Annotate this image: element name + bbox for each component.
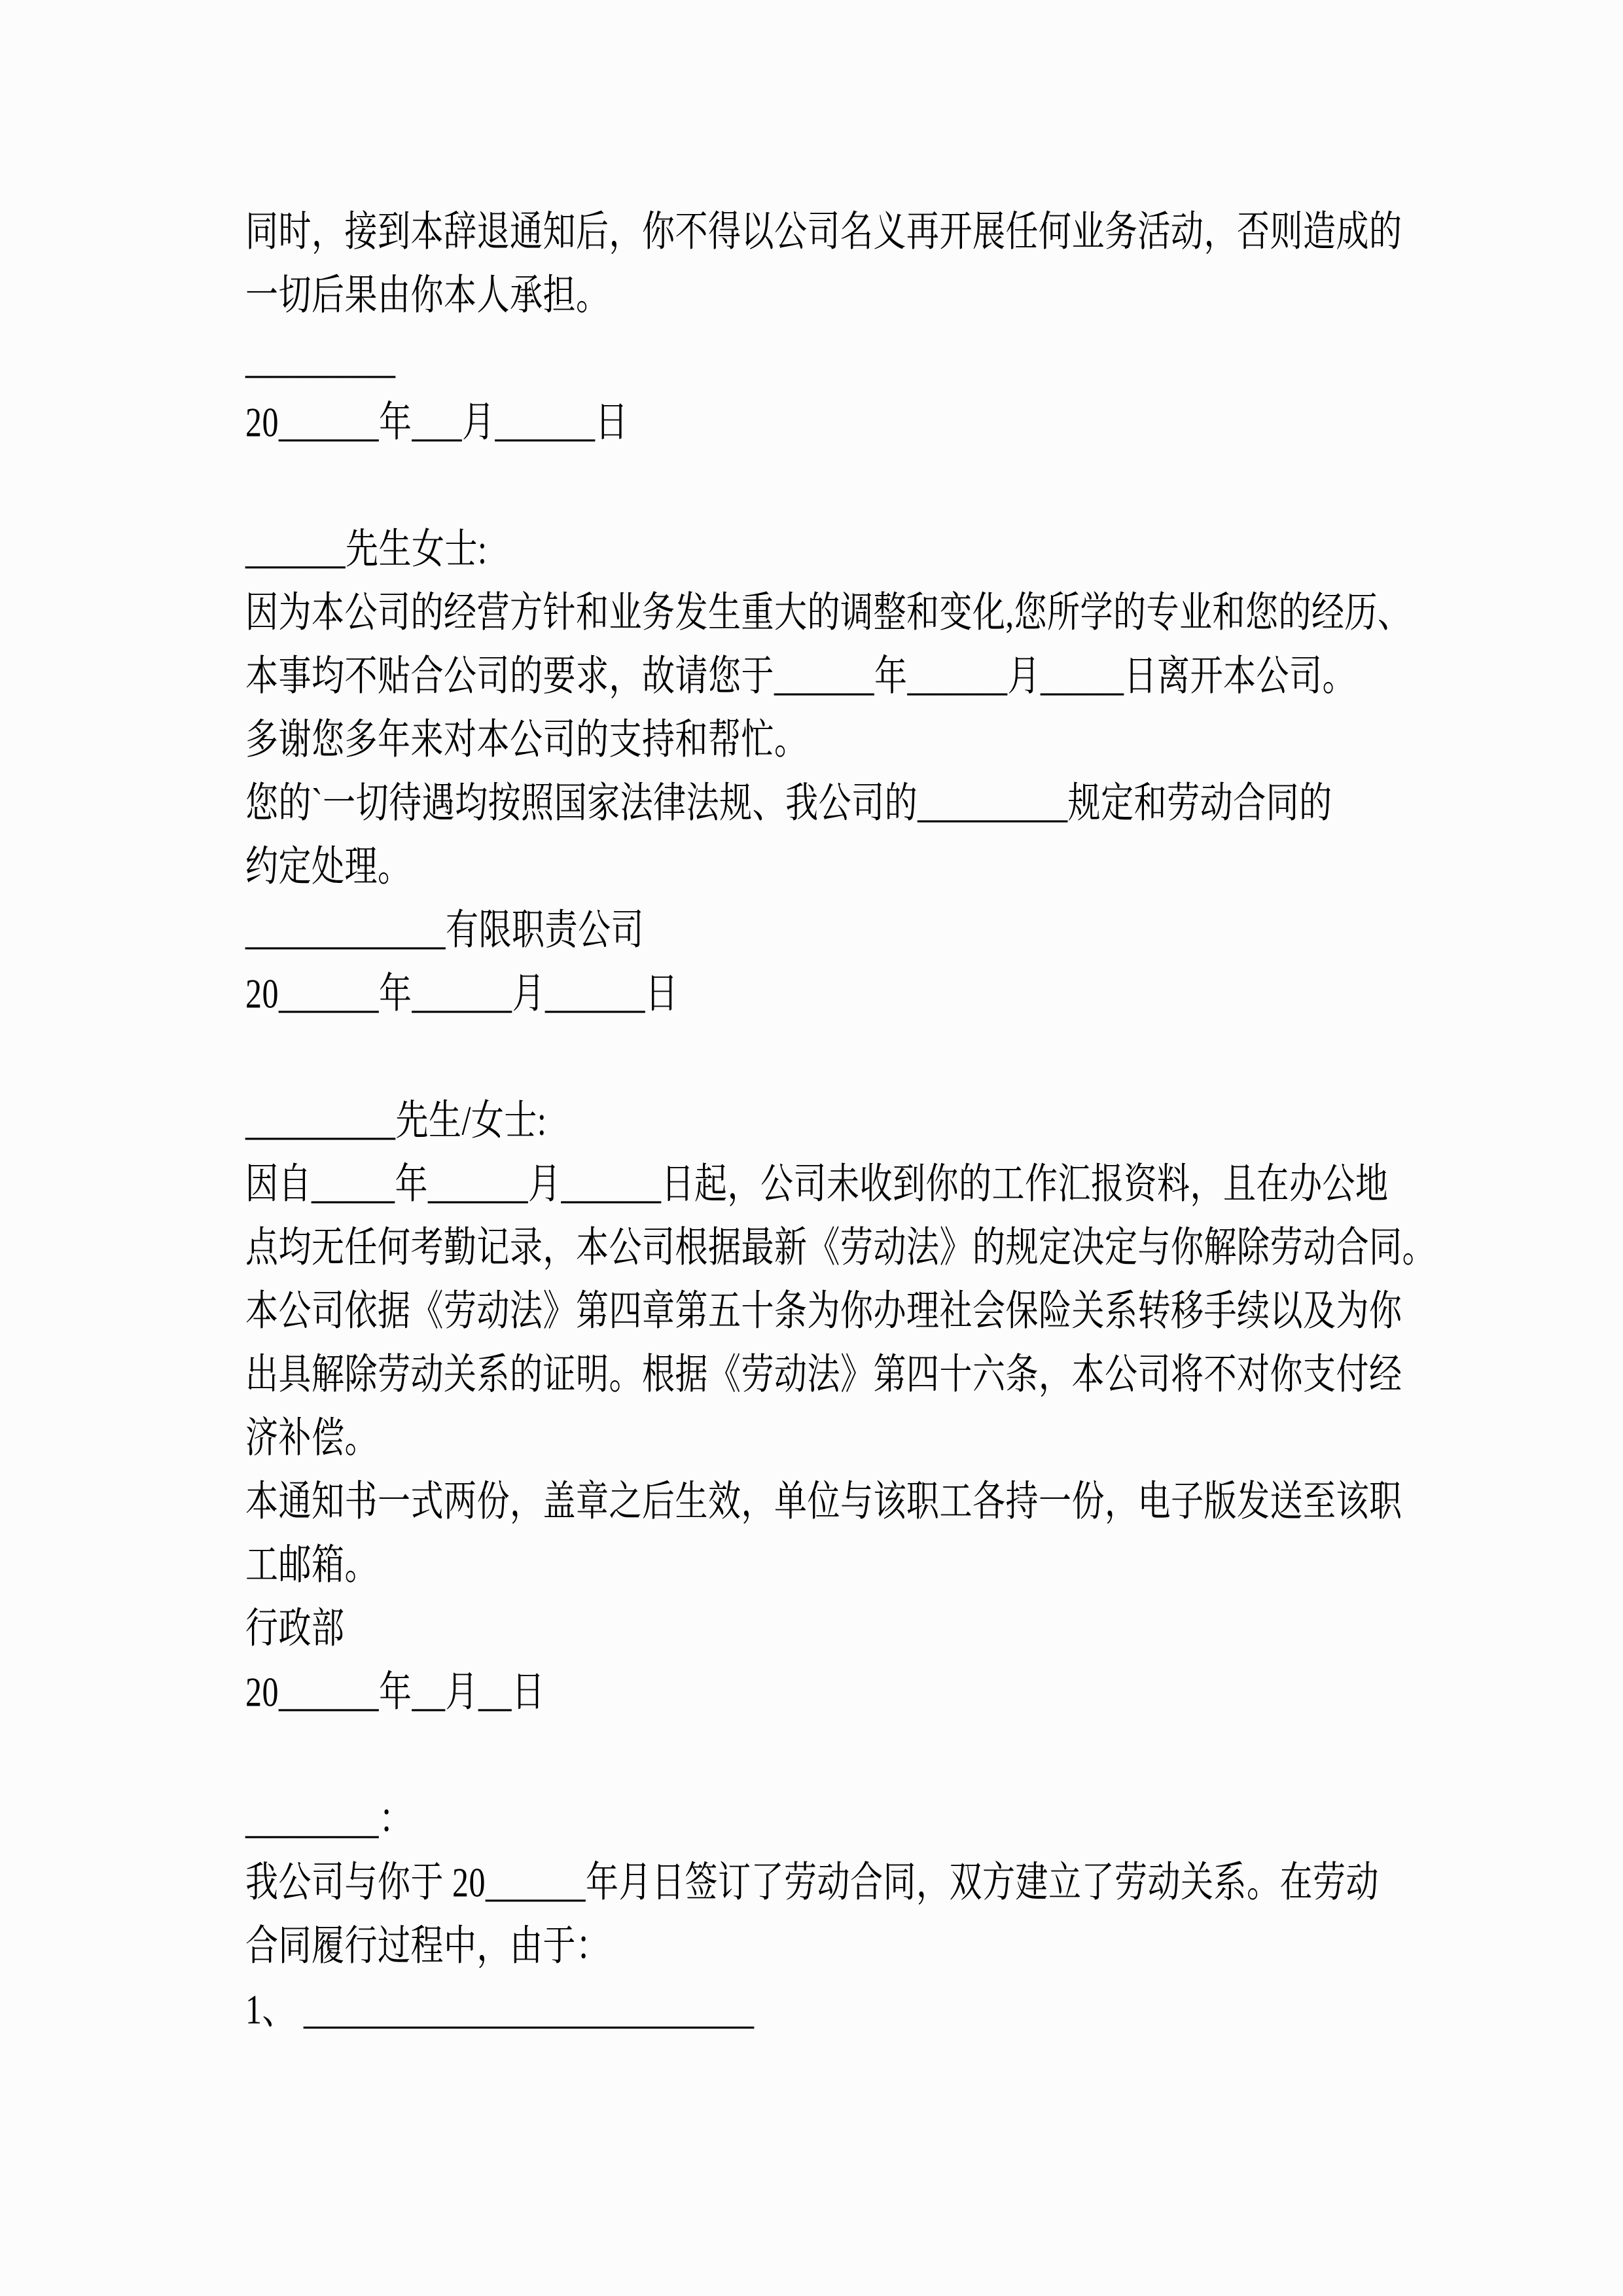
doc-line-date-blank-1: 20______年___月______日 [245, 399, 628, 446]
doc-line-copies-2: 工邮箱。 [245, 1541, 378, 1588]
doc-line-dismissal-restriction: 同时，接到本辞退通知后，你不得以公司名义再开展任何业务活动，否则造成的 [245, 208, 1402, 255]
doc-line-company-signature: ____________有限职责公司 [245, 906, 644, 954]
doc-line-salutation-1: ______先生女士: [245, 526, 488, 573]
doc-line-benefits-2: 约定处理。 [245, 843, 411, 890]
doc-line-labor-law-3: 济补偿。 [245, 1414, 378, 1462]
doc-line-date-blank-2: 20______年______月______日 [245, 970, 679, 1017]
doc-line-labor-law-1: 本公司依据《劳动法》第四章第五十条为你办理社会保险关系转移手续以及为你 [245, 1287, 1402, 1335]
doc-line-contract-1: 我公司与你于 20______年月日签订了劳动合同，双方建立了劳动关系。在劳动 [245, 1859, 1379, 1906]
doc-line-reason-2: 本事均不贴合公司的要求，故请您于______年______月_____日离开本公司。 [245, 653, 1355, 700]
document-content [245, 200, 1435, 2041]
doc-line-reason-1: 因为本公司的经营方针和业务发生重大的调整和变化,您所学的专业和您的经历、 [245, 589, 1411, 636]
doc-line-signature-blank: _________ [245, 335, 396, 382]
doc-line-admin-dept: 行政部 [245, 1605, 345, 1652]
doc-line-absence-2: 点均无任何考勤记录，本公司根据最新《劳动法》的规定决定与你解除劳动合同。 [245, 1224, 1435, 1271]
doc-line-labor-law-2: 出具解除劳动关系的证明。根据《劳动法》第四十六条，本公司将不对你支付经 [245, 1351, 1402, 1398]
doc-line-dismissal-restriction-2: 一切后果由你本人承担。 [245, 272, 609, 319]
doc-line-benefits-1: 您的`一切待遇均按照国家法律法规、我公司的_________规定和劳动合同的 [245, 780, 1332, 827]
doc-line-date-blank-3: 20______年__月__日 [245, 1668, 545, 1715]
doc-line-salutation-3: ________： [245, 1795, 412, 1842]
doc-line-salutation-2: _________先生/女士: [245, 1097, 547, 1144]
doc-line-absence-1: 因自_____年______月______日起，公司未收到你的工作汇报资料，且在办公地 [245, 1160, 1389, 1208]
doc-line-thanks: 多谢您多年来对本公司的支持和帮忙。 [245, 716, 808, 763]
doc-line-list-item-1: 1、 ___________________________ [245, 1986, 755, 2033]
doc-line-contract-2: 合同履行过程中，由于： [245, 1922, 609, 1969]
doc-line-copies-1: 本通知书一式两份，盖章之后生效，单位与该职工各持一份，电子版发送至该职 [245, 1478, 1402, 1525]
